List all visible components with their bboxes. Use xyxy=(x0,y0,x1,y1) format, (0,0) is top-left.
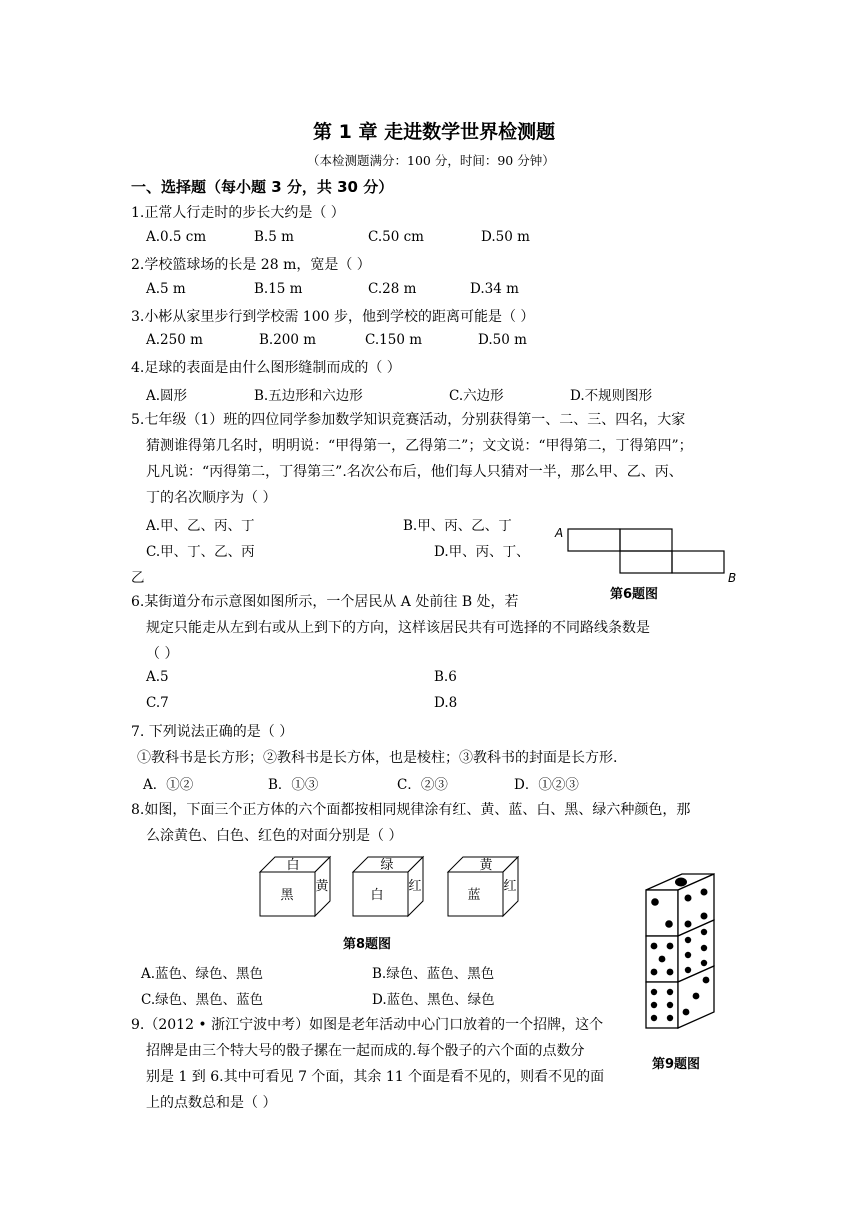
figure-9-caption: 第9题图 xyxy=(652,1057,701,1072)
street-grid-figure xyxy=(552,520,752,606)
question-2-stem: 2.学校篮球场的长是 28 m，宽是（ ） xyxy=(131,257,371,273)
page-title: 第 1 章 走进数学世界检测题 xyxy=(313,121,556,143)
question-6-option-a: A.5 xyxy=(146,669,169,685)
question-5-option-a: A.甲、乙、丙、丁 xyxy=(146,518,255,534)
question-6-option-d: D.8 xyxy=(434,695,458,711)
cube-2-side: 红 xyxy=(408,879,422,894)
colored-cubes-figure xyxy=(255,852,535,954)
question-8-option-b: B.绿色、蓝色、黑色 xyxy=(372,966,495,982)
question-5-line-3: 凡凡说：“丙得第二，丁得第三”.名次公布后，他们每人只猜对一半，那么甲、乙、丙、 xyxy=(146,464,683,480)
question-5-option-c: C.甲、丁、乙、丙 xyxy=(146,544,255,560)
question-9-line-2: 招牌是由三个特大号的骰子摞在一起而成的.每个骰子的六个面的点数分 xyxy=(146,1043,585,1059)
cube-1-side: 黄 xyxy=(315,879,329,894)
question-2-option-b: B.15 m xyxy=(254,281,303,297)
figure-8-caption: 第8题图 xyxy=(343,937,392,952)
question-3-option-b: B.200 m xyxy=(259,332,317,348)
question-6-option-b: B.6 xyxy=(434,669,457,685)
question-6-line-2: 规定只能走从左到右或从上到下的方向，这样该居民共有可选择的不同路线条数是 xyxy=(146,620,650,636)
question-4-option-d: D.不规则图形 xyxy=(570,388,653,404)
cube-3-front: 蓝 xyxy=(467,888,481,903)
question-3-option-d: D.50 m xyxy=(478,332,527,348)
cube-2-front: 白 xyxy=(370,888,384,903)
question-4-stem: 4.足球的表面是由什么图形缝制而成的（ ） xyxy=(131,360,401,376)
question-5-option-b: B.甲、丙、乙、丁 xyxy=(403,518,512,534)
question-5-line-4: 丁的名次顺序为（ ） xyxy=(146,490,277,506)
question-5-line-2: 猜测谁得第几名时，明明说：“甲得第一，乙得第二”；文文说：“甲得第二，丁得第四”； xyxy=(146,438,693,454)
question-7-option-a: A．①② xyxy=(143,777,194,793)
question-1-stem: 1.正常人行走时的步长大约是（ ） xyxy=(131,205,345,221)
cube-1-top: 白 xyxy=(286,858,300,873)
question-8-option-c: C.绿色、黑色、蓝色 xyxy=(141,992,264,1008)
question-4-option-a: A.圆形 xyxy=(146,388,188,404)
cube-1-front: 黑 xyxy=(280,888,294,903)
question-7-stem: 7. 下列说法正确的是（ ） xyxy=(131,724,294,740)
question-1-option-b: B.5 m xyxy=(254,229,294,245)
question-4-option-b: B.五边形和六边形 xyxy=(254,388,363,404)
section-heading: 一、选择题（每小题 3 分，共 30 分） xyxy=(131,178,394,196)
question-3-option-a: A.250 m xyxy=(146,332,203,348)
question-4-option-c: C.六边形 xyxy=(449,388,504,404)
question-5-option-d-continued: 乙 xyxy=(131,570,145,586)
question-8-line-1: 8.如图，下面三个正方体的六个面都按相同规律涂有红、黄、蓝、白、黑、绿六种颜色，那 xyxy=(131,802,691,818)
question-2-option-c: C.28 m xyxy=(368,281,417,297)
question-7-option-c: C．②③ xyxy=(397,777,448,793)
point-b-label: B xyxy=(728,571,737,585)
cube-3-side: 红 xyxy=(503,879,517,894)
question-8-option-d: D.蓝色、黑色、绿色 xyxy=(372,992,495,1008)
question-9-line-3: 别是 1 到 6.其中可看见 7 个面，其余 11 个面是看不见的，则看不见的面 xyxy=(146,1069,605,1085)
question-2-option-a: A.5 m xyxy=(146,281,186,297)
question-7-option-d: D．①②③ xyxy=(514,777,579,793)
question-6-option-c: C.7 xyxy=(146,695,169,711)
cube-2-top: 绿 xyxy=(380,858,394,873)
question-7-statement: ①教科书是长方形；②教科书是长方体，也是棱柱；③教科书的封面是长方形. xyxy=(137,750,618,766)
question-8-option-a: A.蓝色、绿色、黑色 xyxy=(141,966,264,982)
point-a-label: A xyxy=(555,526,564,540)
question-9-line-4: 上的点数总和是（ ） xyxy=(146,1095,277,1111)
question-9-line-1: 9.（2012 • 浙江宁波中考）如图是老年活动中心门口放着的一个招牌，这个 xyxy=(131,1017,604,1033)
question-3-option-c: C.150 m xyxy=(365,332,422,348)
question-6-line-3: （ ） xyxy=(146,646,179,662)
question-5-line-1: 5.七年级（1）班的四位同学参加数学知识竞赛活动，分别获得第一、二、三、四名，大家 xyxy=(131,412,686,428)
question-1-option-a: A.0.5 cm xyxy=(146,229,207,245)
question-1-option-c: C.50 cm xyxy=(368,229,424,245)
question-1-option-d: D.50 m xyxy=(481,229,530,245)
question-3-stem: 3.小彬从家里步行到学校需 100 步，他到学校的距离可能是（ ） xyxy=(131,309,535,325)
question-8-line-2: 么涂黄色、白色、红色的对面分别是（ ） xyxy=(146,828,403,844)
page-subtitle: （本检测题满分：100 分，时间：90 分钟） xyxy=(307,153,555,168)
cube-3-top: 黄 xyxy=(479,858,493,873)
question-2-option-d: D.34 m xyxy=(470,281,519,297)
question-7-option-b: B．①③ xyxy=(268,777,319,793)
stacked-dice-figure xyxy=(640,868,730,1078)
figure-6-caption: 第6题图 xyxy=(610,587,659,602)
question-5-option-d: D.甲、丙、丁、 xyxy=(434,544,530,560)
question-6-line-1: 6.某街道分布示意图如图所示，一个居民从 A 处前往 B 处，若 xyxy=(131,594,519,610)
